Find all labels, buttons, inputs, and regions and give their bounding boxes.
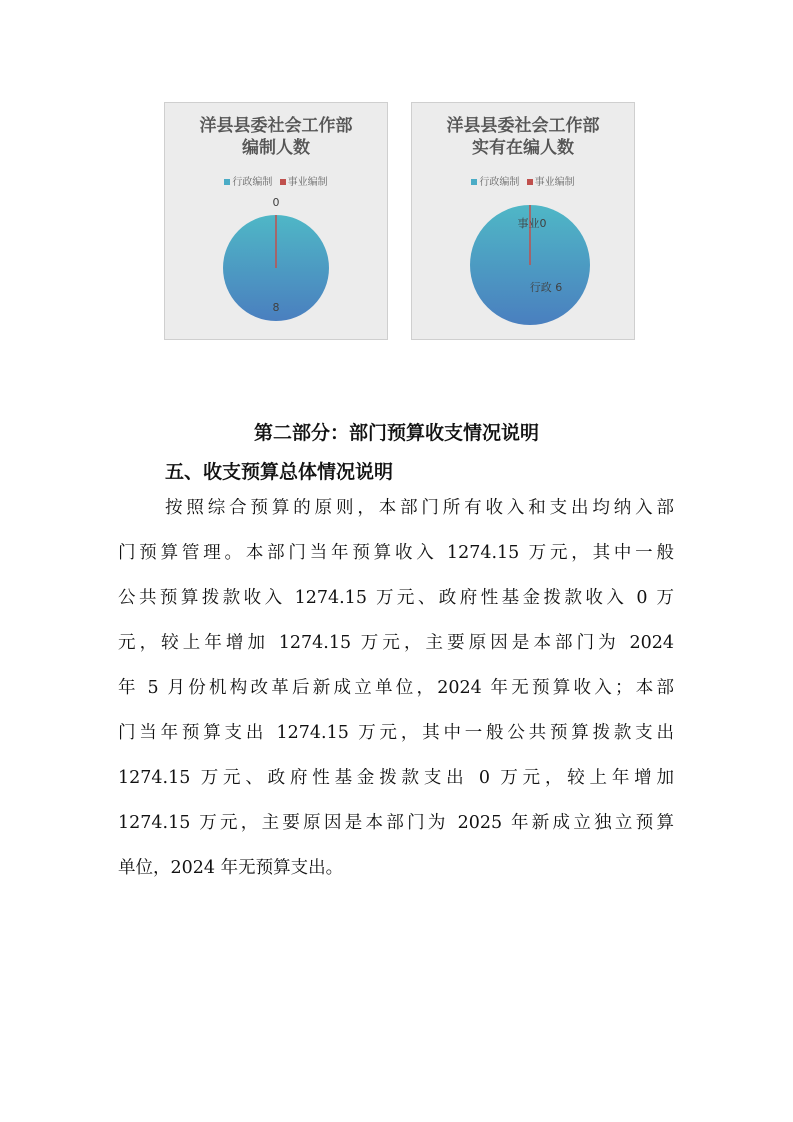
paragraph-line: 门预算管理。本部门当年预算收入 1274.15 万元，其中一般 xyxy=(118,543,674,563)
pie-data-label: 事业0 xyxy=(517,217,547,230)
paragraph-line: 单位，2024 年无预算支出。 xyxy=(118,858,344,878)
paragraph-line: 元，较上年增加 1274.15 万元，主要原因是本部门为 2024 xyxy=(118,633,674,653)
legend-label-admin: 行政编制 xyxy=(479,177,520,188)
pie-chart-actual xyxy=(412,103,634,339)
chart-title-line1: 洋县县委社会工作部 xyxy=(446,116,600,136)
paragraph-line: 公共预算拨款收入 1274.15 万元、政府性基金拨款收入 0 万 xyxy=(118,588,674,608)
chart-title-line2: 实有在编人数 xyxy=(472,138,574,158)
actual-staff-chart xyxy=(411,102,635,340)
legend-label-institution: 事业编制 xyxy=(534,177,575,188)
legend-label-institution: 事业编制 xyxy=(287,177,328,188)
section-heading: 第二部分：部门预算收支情况说明 xyxy=(253,422,539,444)
paragraph-line: 年 5 月份机构改革后新成立单位，2024 年无预算收入；本部 xyxy=(118,678,674,698)
pie-data-label: 行政 6 xyxy=(529,281,563,294)
pie-data-label: 8 xyxy=(272,301,280,314)
paragraph-line: 门当年预算支出 1274.15 万元，其中一般公共预算拨款支出 xyxy=(118,723,674,743)
pie-chart-staffing xyxy=(165,103,387,339)
chart-title-line1: 洋县县委社会工作部 xyxy=(199,116,353,136)
chart-title-line2: 编制人数 xyxy=(242,138,310,158)
subsection-heading: 五、收支预算总体情况说明 xyxy=(165,461,394,483)
legend-label-admin: 行政编制 xyxy=(232,177,273,188)
paragraph-line: 1274.15 万元、政府性基金拨款支出 0 万元，较上年增加 xyxy=(118,768,674,788)
paragraph-line: 1274.15 万元，主要原因是本部门为 2025 年新成立独立预算 xyxy=(118,813,674,833)
paragraph-line: 按照综合预算的原则，本部门所有收入和支出均纳入部 xyxy=(165,498,674,518)
pie-data-label: 0 xyxy=(272,196,280,209)
staffing-quota-chart xyxy=(164,102,388,340)
